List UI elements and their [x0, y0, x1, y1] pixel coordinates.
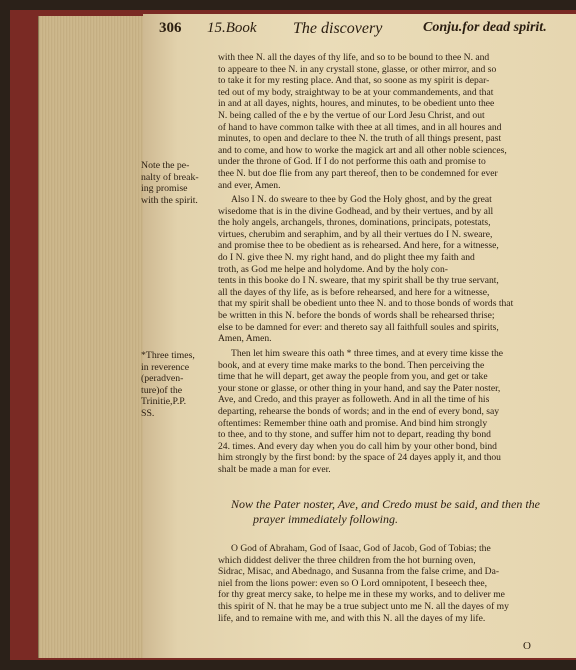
margin-note-line: nalty of break-: [141, 171, 199, 183]
page-edges: [38, 16, 144, 658]
header-title: The discovery: [293, 20, 383, 37]
text-line: this spirit of N. that he may be a true subject unto me N. all the dayes of my: [218, 601, 509, 612]
text-line: departing, rehearse the bonds of words; and in the end of every bond, say: [218, 406, 500, 417]
margin-note-line: ture)of the: [141, 384, 183, 396]
text-line: your stone or glasse, or other thing in your hand, and say the Pater noster,: [218, 382, 501, 394]
margin-note-line: Trinitie,P.P.: [141, 396, 187, 407]
text-line: the holy angels, archangels, thrones, dominations, principats, potestats,: [218, 217, 491, 229]
text-line: shalt be made a man for ever.: [218, 464, 331, 475]
text-line: all the dayes of thy life, as is before rehearsed, and here for a witnesse,: [218, 286, 490, 298]
text-line: in and at all dayes, nights, houres, and minutes, to be obedient unto thee: [218, 98, 495, 110]
text-line: thee N. but doe flie from any part thereof, then to be condemned for ever: [218, 168, 498, 179]
text-line: book, and at every time make marks to the bond. Then perceiving the: [218, 359, 485, 371]
text-line: with thee N. all the dayes of thy life, and so to be bound to thee N. and: [218, 52, 490, 63]
text-line: and promise thee to be obedient as is rehearsed. And here, for a witnesse,: [218, 240, 499, 252]
text-line: ted out of my body, straightway to be at your commandements, and that: [218, 86, 494, 98]
text-line: and to come, and how to worke the magick art and all other noble sciences,: [218, 144, 507, 156]
running-title: Conju.for dead spirit.: [423, 20, 547, 35]
text-line: N. being called of the e by the vertue of our Lord Jesu Christ, and out: [218, 110, 485, 121]
text-line: Also I N. do sweare to thee by God the Holy ghost, and by the great: [231, 194, 492, 205]
catchword: O: [523, 640, 531, 652]
text-line: of hand to have common talke with thee at all times, and in all houres and: [218, 121, 502, 133]
text-line: time that he will depart, get away the people from you, and get or take: [218, 371, 488, 383]
text-line: and ever, Amen.: [218, 179, 281, 191]
text-line: do I N. give thee N. my right hand, and do plight thee my faith and: [218, 252, 475, 263]
text-line: O God of Abraham, God of Isaac, God of Jacob, God of Tobias; the: [231, 543, 491, 554]
page-text: [143, 14, 576, 658]
margin-note-line: ing promise: [141, 183, 188, 194]
book-label: 15.Book: [207, 20, 257, 36]
margin-note-line: (peradven-: [141, 373, 184, 384]
text-line: him strongly by the first bond: by the space of 24 dayes apply it, and thou: [218, 452, 501, 464]
text-line: be written in this N. before the bonds of words shall be rehearsed thrise;: [218, 310, 495, 321]
text-line: else to be damned for ever: and thereto say all faithfull soules and spirits,: [218, 321, 499, 333]
text-line: niel from the lions power: even so O Lord omnipotent, I beseech thee,: [218, 577, 488, 589]
text-line: to thee, and to thy stone, and suffer him not to depart, reading thy bond: [218, 429, 491, 441]
text-line: for thy great mercy sake, to helpe me in these my works, and to deliver me: [218, 589, 505, 601]
text-line: under the throne of God. If I do not performe this oath and promise to: [218, 156, 486, 168]
rubric-line: Now the Pater noster, Ave, and Credo must be said, and then the: [231, 497, 540, 511]
text-line: minutes, to open and declare to thee N. the truth of all things present, past: [218, 133, 502, 145]
text-line: Sidrac, Misac, and Abednago, and Susanna from the false crime, and Da-: [218, 566, 500, 578]
margin-note-line: SS.: [141, 407, 155, 419]
text-line: to take it for my resting place. And that, so soone as my spirit is depar-: [218, 75, 490, 87]
text-line: Amen, Amen.: [218, 333, 272, 345]
text-line: troth, as God me helpe and holydome. And by the holy con-: [218, 263, 448, 275]
text-line: 24. times. And every day when you do call him by your other bond, bind: [218, 440, 497, 452]
text-line: Ave, and Credo, and this prayer as followeth. And in all the time of his: [218, 394, 490, 406]
text-line: tents in this booke do I N. sweare, that my spirit shall be thy true servant,: [218, 275, 499, 287]
text-line: life, and to remaine with me, and with this N. all the dayes of my life.: [218, 612, 486, 624]
text-line: to appeare to thee N. in any crystall stone, glasse, or other mirror, and so: [218, 63, 497, 75]
book-page: [143, 14, 576, 658]
margin-note-line: *Three times,: [141, 350, 195, 361]
margin-note-line: with the spirit.: [141, 194, 198, 206]
text-line: that my spirit shall be obedient unto thee N. and to those bonds of words that: [218, 298, 514, 310]
page-number: 306: [159, 20, 182, 36]
margin-note-line: in reverence: [141, 361, 190, 373]
text-line: which diddest deliver the three children from the hot burning oven,: [218, 554, 476, 566]
text-line: oftentimes: Remember thine oath and promise. And bind him strongly: [218, 417, 488, 429]
margin-note-line: Note the pe-: [141, 160, 190, 171]
text-line: Then let him sweare this oath * three times, and at every time kisse the: [231, 348, 504, 359]
text-line: virtues, cherubim and seraphim, and by all their vertues do I N. sweare,: [218, 228, 493, 240]
book-binding: [10, 10, 576, 660]
rubric-line: prayer immediately following.: [253, 512, 398, 526]
text-line: wisedome that is in the divine Godhead, and by their vertues, and by all: [218, 205, 494, 217]
